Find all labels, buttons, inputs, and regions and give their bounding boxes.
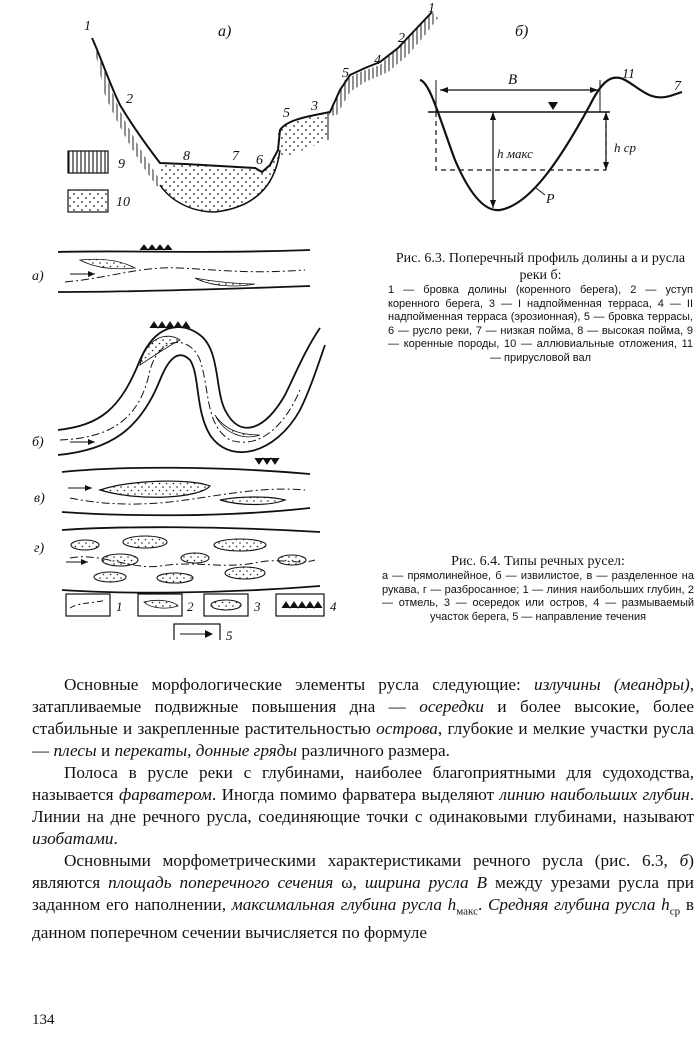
legend-label-10: 10 (116, 195, 130, 210)
legend-bedrock-swatch (68, 151, 108, 173)
figure-6-3-caption-legend: 1 — бровка долины (коренного берега), 2 — уступ коренного берега, 3 — I надпойменная терраса, 4 — II надпойменная терраса (эрозионная), 5 — бровка террасы, 6 — русло реки, 7 — низкая пойма, 8 — высокая пойма, 9 — коренные породы, 10 — аллювиальные отложения, 11 — прирусловой вал (388, 284, 693, 364)
legend-label-9: 9 (118, 157, 125, 172)
channel-meandering (58, 322, 325, 464)
fig64-panel-b: б) (32, 435, 44, 450)
fig64-legend-2: 2 (187, 599, 194, 614)
label-4: 4 (374, 53, 381, 68)
paragraph-3: Основными морфометрическими характеристиками речного русла (рис. 6.3, б) являются площадь поперечного сечения ω, ширина русла B между урезами русла при заданном его наполнении, максимальная глубина русла $h_{макс}$. Средняя глубина русла $h_{ср}$ в данном поперечном сечении вычисляется по формуле (32, 851, 694, 943)
label-6: 6 (256, 153, 263, 168)
paragraph-2: Полоса в русле реки с глубинами, наиболее благоприятными для судоходства, называется фарватером. Иногда помимо фарватера выделяют линию наибольших глубин. Линии на дне речного русла, соединяющие точки с одинаковыми глубинами, называют изобатами. (32, 763, 694, 848)
fig64-panel-d: г) (34, 541, 45, 556)
label-11: 11 (622, 67, 635, 82)
label-1-right: 1 (428, 1, 435, 16)
fig64-panel-c: в) (34, 491, 45, 506)
figure-6-3 (0, 0, 697, 240)
figure-6-4 (0, 240, 380, 640)
label-B: B (508, 72, 518, 88)
channel-scattered (62, 527, 320, 592)
fig64-legend-1: 1 (116, 599, 123, 614)
figure-6-4-caption-title: Рис. 6.4. Типы речных русел: (451, 554, 625, 569)
label-P: P (546, 192, 555, 207)
label-2-left: 2 (126, 92, 133, 107)
label-2-right: 2 (398, 31, 405, 46)
legend-alluvium-swatch (68, 190, 108, 212)
fig63-panel-a: а) (218, 23, 232, 40)
channel-straight (58, 245, 310, 292)
fig64-legend-5: 5 (226, 628, 233, 640)
label-5-high: 5 (342, 66, 349, 81)
channel-divided (62, 468, 310, 516)
fig64-panel-a: а) (32, 269, 44, 284)
label-hmax: h макс (497, 146, 533, 161)
figure-6-3-caption (388, 250, 693, 365)
body-text (32, 674, 694, 944)
valley-profile (92, 12, 438, 212)
label-7-right: 7 (674, 79, 681, 94)
label-8: 8 (183, 149, 190, 164)
fig64-legend-4: 4 (330, 599, 337, 614)
figure-6-4-caption (382, 553, 694, 624)
channel-profile (420, 78, 682, 211)
fig63-panel-b: б) (515, 23, 529, 40)
paragraph-1: Основные морфологические элементы русла следующие: излучины (меандры), затапливаемые подвижные повышения дна — осередки и более высокие, более стабильные и закрепленные растительностью острова, глубокие и мелкие участки русла — плесы и перекаты, донные гряды различного размера. (32, 675, 694, 760)
label-hcp: h ср (614, 140, 637, 155)
figure-6-3-caption-title: Рис. 6.3. Поперечный профиль долины а и русла реки б: (395, 251, 686, 283)
figure-6-4-caption-legend: а — прямолинейное, б — извилистое, в — разделенное на рукава, г — разбросанное; 1 — линия наибольших глубин, 2 — отмель, 3 — осередок или остров, 4 — размываемый участок берега, 5 — направление течения (382, 570, 694, 623)
label-3: 3 (311, 99, 318, 114)
page-number: 134 (32, 1012, 55, 1028)
fig64-legend (66, 594, 337, 640)
label-7: 7 (232, 149, 239, 164)
label-5-low: 5 (283, 106, 290, 121)
fig64-legend-3: 3 (254, 599, 261, 614)
label-1-left: 1 (84, 19, 91, 34)
